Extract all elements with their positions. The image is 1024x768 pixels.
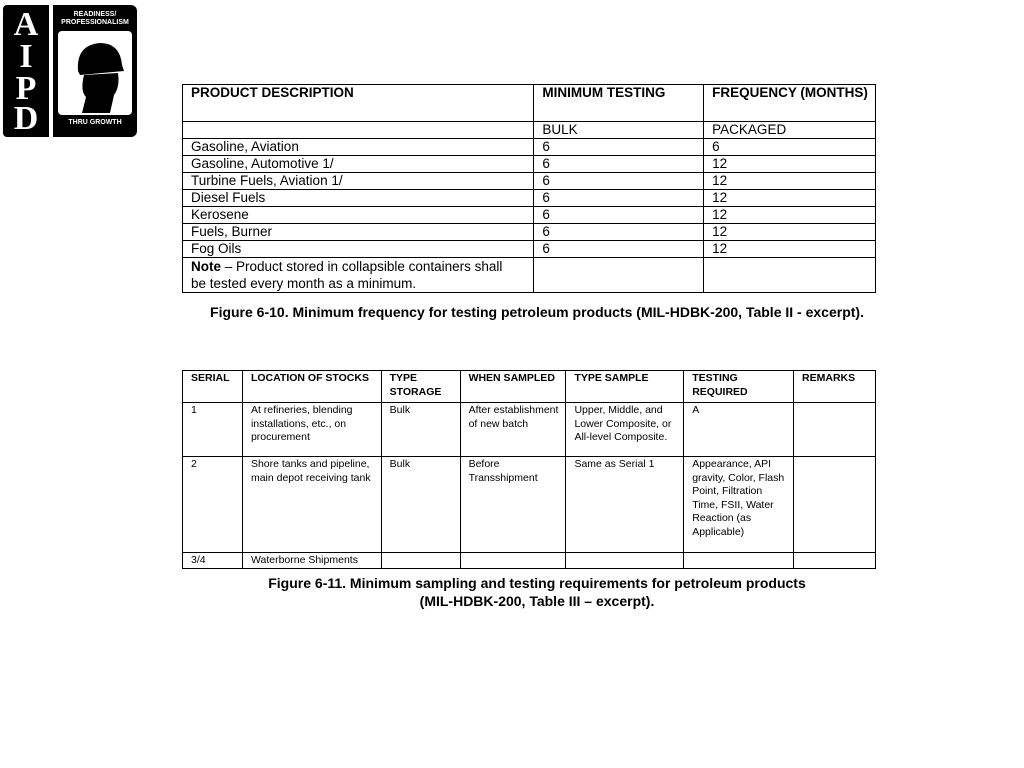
- bulk-cell: 6: [534, 224, 704, 241]
- header-remarks: REMARKS: [794, 371, 876, 403]
- table-row: [183, 207, 876, 224]
- remarks-cell: [794, 403, 876, 457]
- remarks-cell: [794, 457, 876, 553]
- table-row: [183, 403, 876, 457]
- note-packaged-empty: [704, 258, 876, 293]
- note-bulk-empty: [534, 258, 704, 293]
- location-cell: At refineries, blending installations, etc., on procurement: [242, 403, 381, 457]
- subheader-empty: [183, 122, 534, 139]
- logo-bottom-text: THRU GROWTH: [68, 119, 122, 126]
- logo-letter: I: [19, 38, 33, 75]
- bulk-cell: 6: [534, 241, 704, 258]
- table-subheader-row: [183, 122, 876, 139]
- type-storage-cell: Bulk: [381, 457, 460, 553]
- header-location: LOCATION OF STOCKS: [242, 371, 381, 403]
- serial-cell: 3/4: [183, 553, 243, 569]
- testing-required-cell: Appearance, API gravity, Color, Flash Point, Filtration Time, FSII, Water Reaction (as Applicable): [684, 457, 794, 553]
- header-testing-required: TESTING REQUIRED: [684, 371, 794, 403]
- header-product-description: PRODUCT DESCRIPTION: [183, 85, 534, 122]
- packaged-cell: 12: [704, 224, 876, 241]
- table-row: [183, 457, 876, 553]
- when-sampled-cell: Before Transshipment: [460, 457, 566, 553]
- header-type-storage: TYPE STORAGE: [381, 371, 460, 403]
- bulk-cell: 6: [534, 207, 704, 224]
- table-header-row: [183, 371, 876, 403]
- packaged-cell: 12: [704, 156, 876, 173]
- aipd-logo: [3, 5, 135, 137]
- product-cell: Fuels, Burner: [183, 224, 534, 241]
- bulk-cell: 6: [534, 173, 704, 190]
- figure-6-10-caption: Figure 6-10. Minimum frequency for testing petroleum products (MIL-HDBK-200, Table II - excerpt).: [210, 304, 864, 320]
- table-row: [183, 241, 876, 258]
- figure-6-11-caption-line2: (MIL-HDBK-200, Table III – excerpt).: [419, 593, 655, 609]
- note-text: – Product stored in collapsible containers shall be tested every month as a minimum.: [191, 259, 503, 291]
- soldier-silhouette-icon: [58, 31, 132, 115]
- subheader-packaged: PACKAGED: [704, 122, 876, 139]
- when-sampled-cell: After establishment of new batch: [460, 403, 566, 457]
- bulk-cell: 6: [534, 190, 704, 207]
- product-cell: Diesel Fuels: [183, 190, 534, 207]
- type-storage-cell: Bulk: [381, 403, 460, 457]
- header-frequency: FREQUENCY (MONTHS): [704, 85, 876, 122]
- type-sample-cell: Same as Serial 1: [566, 457, 684, 553]
- packaged-cell: 6: [704, 139, 876, 156]
- table-row: [183, 139, 876, 156]
- figure-6-11-table: [182, 370, 876, 569]
- serial-cell: 2: [183, 457, 243, 553]
- note-label: Note: [191, 259, 221, 274]
- product-cell: Gasoline, Automotive 1/: [183, 156, 534, 173]
- type-storage-cell: [381, 553, 460, 569]
- packaged-cell: 12: [704, 241, 876, 258]
- when-sampled-cell: [460, 553, 566, 569]
- table-row: [183, 173, 876, 190]
- figure-6-11-caption-line1: Figure 6-11. Minimum sampling and testing requirements for petroleum products: [268, 575, 806, 591]
- figure-6-10-table: [182, 84, 876, 293]
- note-cell: [183, 258, 534, 293]
- testing-required-cell: A: [684, 403, 794, 457]
- logo-letter: A: [13, 6, 39, 43]
- table-header-row: [183, 85, 876, 122]
- type-sample-cell: [566, 553, 684, 569]
- logo-letters: [3, 5, 49, 137]
- table-row: [183, 190, 876, 207]
- figure-6-11-caption: [182, 574, 892, 610]
- packaged-cell: 12: [704, 207, 876, 224]
- table-row: [183, 224, 876, 241]
- bulk-cell: 6: [534, 139, 704, 156]
- header-when-sampled: WHEN SAMPLED: [460, 371, 566, 403]
- logo-badge: [53, 5, 137, 137]
- packaged-cell: 12: [704, 173, 876, 190]
- table-note-row: [183, 258, 876, 293]
- packaged-cell: 12: [704, 190, 876, 207]
- table-row: [183, 156, 876, 173]
- serial-cell: 1: [183, 403, 243, 457]
- logo-letter: P: [15, 70, 37, 107]
- header-serial: SERIAL: [183, 371, 243, 403]
- product-cell: Gasoline, Aviation: [183, 139, 534, 156]
- location-cell: Shore tanks and pipeline, main depot receiving tank: [242, 457, 381, 553]
- header-minimum-testing: MINIMUM TESTING: [534, 85, 704, 122]
- product-cell: Fog Oils: [183, 241, 534, 258]
- header-type-sample: TYPE SAMPLE: [566, 371, 684, 403]
- logo-letter: D: [13, 100, 39, 137]
- table-row: [183, 553, 876, 569]
- subheader-bulk: BULK: [534, 122, 704, 139]
- bulk-cell: 6: [534, 156, 704, 173]
- testing-required-cell: [684, 553, 794, 569]
- remarks-cell: [794, 553, 876, 569]
- type-sample-cell: Upper, Middle, and Lower Composite, or All-level Composite.: [566, 403, 684, 457]
- product-cell: Kerosene: [183, 207, 534, 224]
- location-cell: Waterborne Shipments: [242, 553, 381, 569]
- logo-top-text: READINESS/ PROFESSIONALISM: [61, 11, 129, 26]
- product-cell: Turbine Fuels, Aviation 1/: [183, 173, 534, 190]
